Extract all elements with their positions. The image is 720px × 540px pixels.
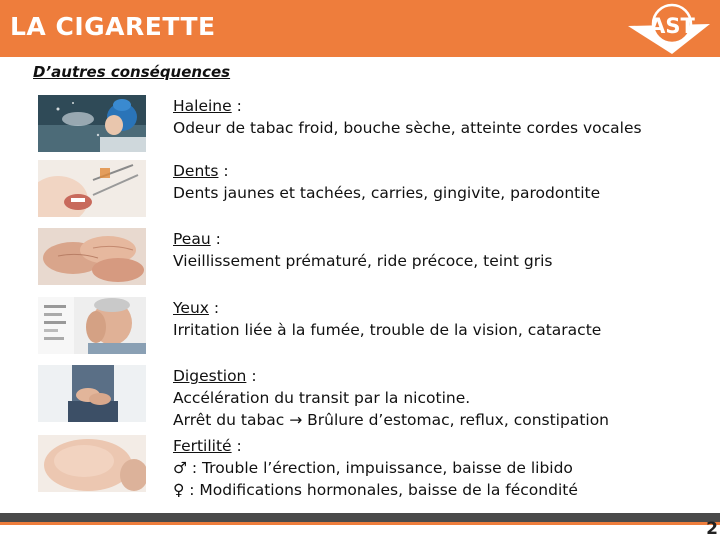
stomach-pain-image: [38, 365, 146, 422]
consequence-text: Digestion : Accélération du transit par la nicotine. Arrêt du tabac → Brûlure d’estomac, reflux, constipation: [173, 367, 610, 429]
consequence-text: Yeux : Irritation liée à la fumée, trouble de la vision, cataracte: [173, 299, 602, 339]
page-number: 2: [706, 519, 718, 539]
label-peau: Peau: [173, 230, 211, 248]
consequence-text: Haleine : Odeur de tabac froid, bouche sèche, atteinte cordes vocales: [173, 97, 642, 137]
section-subtitle: D’autres conséquences: [33, 63, 231, 81]
desc-dents: Dents jaunes et tachées, carries, gingivite, parodontite: [173, 184, 601, 202]
logo-text: AST: [649, 14, 695, 38]
label-digestion: Digestion: [173, 367, 247, 385]
desc-yeux: Irritation liée à la fumée, trouble de la vision, cataracte: [173, 321, 602, 339]
ast-logo: [622, 2, 716, 56]
footer-accent-line: [0, 522, 720, 525]
desc-digestion-line-2: Arrêt du tabac → Brûlure d’estomac, reflux, constipation: [173, 411, 610, 429]
desc-digestion-line-1: Accélération du transit par la nicotine.: [173, 389, 471, 407]
label-yeux: Yeux: [173, 299, 209, 317]
pregnancy-image: [38, 435, 146, 492]
eye-strain-image: [38, 297, 146, 354]
cold-breath-image: [38, 95, 146, 152]
consequence-text: Dents : Dents jaunes et tachées, carries, gingivite, parodontite: [173, 162, 601, 202]
label-dents: Dents: [173, 162, 219, 180]
desc-fertilite-male: ♂ : Trouble l’érection, impuissance, baisse de libido: [173, 459, 573, 477]
desc-fertilite-female: ♀ : Modifications hormonales, baisse de la fécondité: [173, 481, 578, 499]
label-fertilite: Fertilité: [173, 437, 232, 455]
desc-peau: Vieillissement prématuré, ride précoce, teint gris: [173, 252, 553, 270]
aged-hands-image: [38, 228, 146, 285]
consequence-text: Peau : Vieillissement prématuré, ride précoce, teint gris: [173, 230, 553, 270]
label-haleine: Haleine: [173, 97, 232, 115]
dental-care-image: [38, 160, 146, 217]
consequence-text: Fertilité : ♂ : Trouble l’érection, impuissance, baisse de libido ♀ : Modifications hormonales, baisse de la fécondité: [173, 437, 578, 499]
desc-haleine: Odeur de tabac froid, bouche sèche, atteinte cordes vocales: [173, 119, 642, 137]
header-bar: [0, 0, 720, 57]
page-title: LA CIGARETTE: [10, 12, 216, 41]
